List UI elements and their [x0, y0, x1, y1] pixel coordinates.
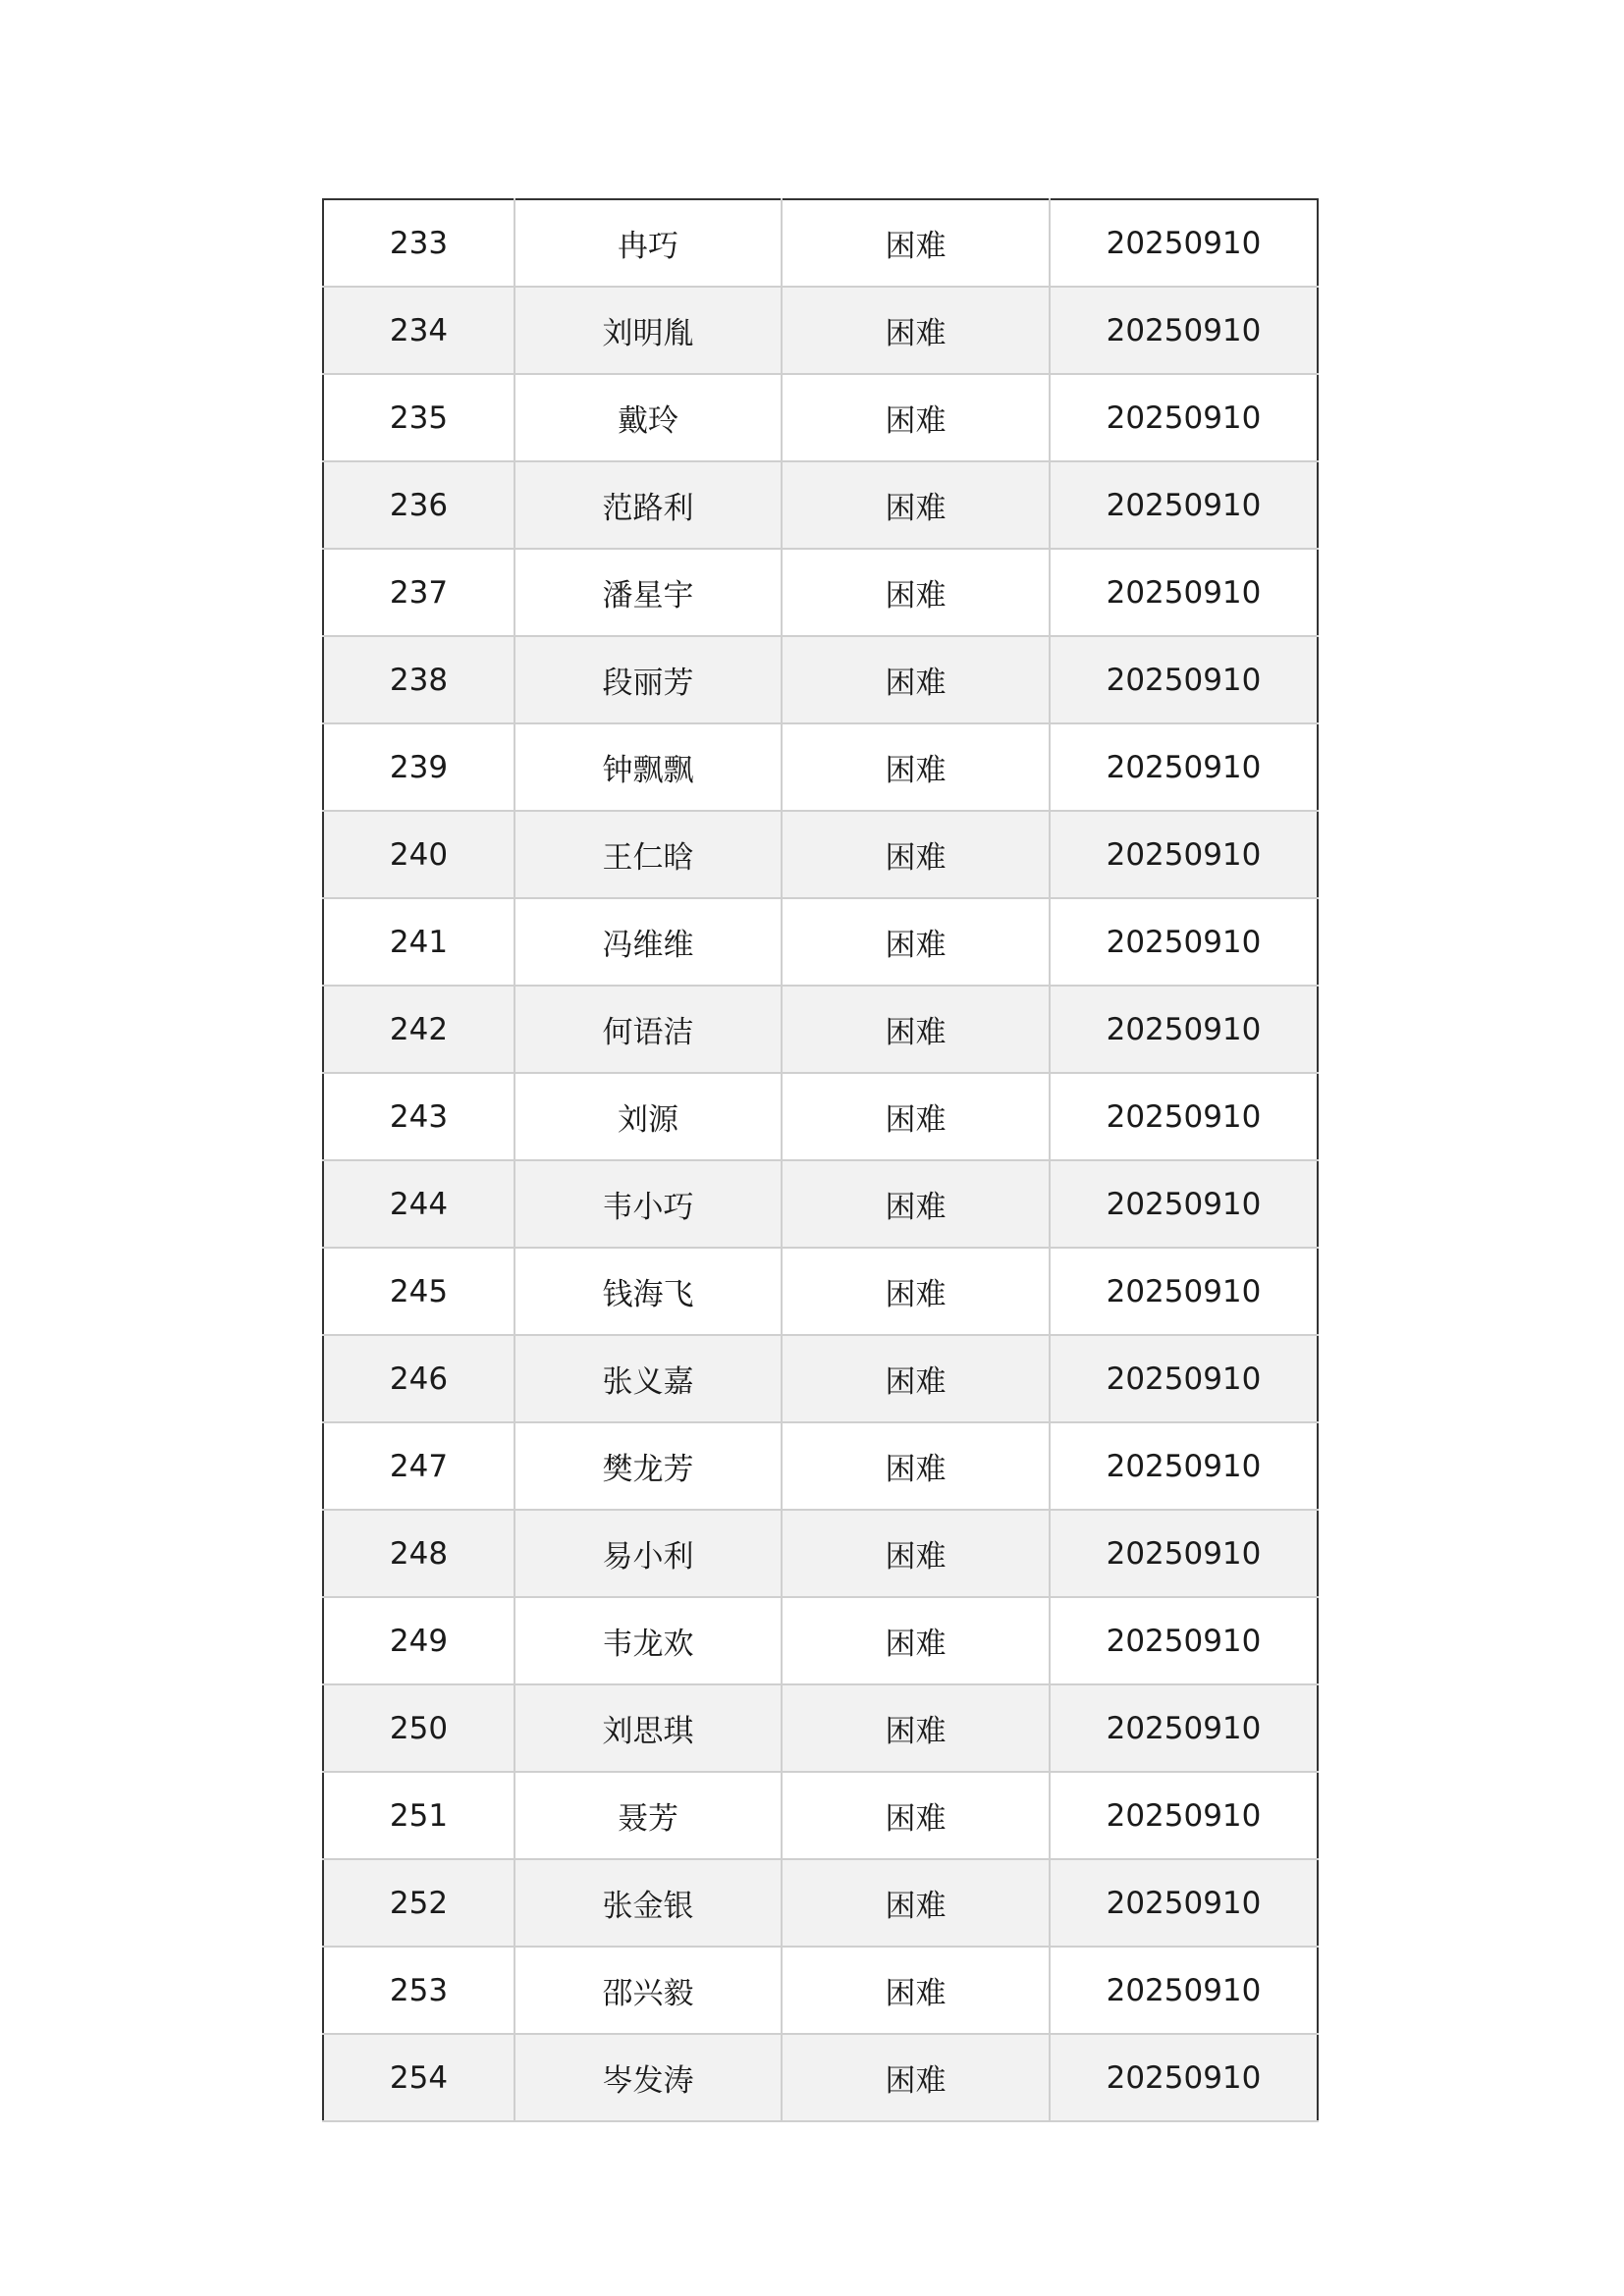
table-row [323, 723, 1318, 811]
roster-table [322, 198, 1319, 2122]
date-cell: 20250910 [1050, 986, 1318, 1073]
date-cell: 20250910 [1050, 1947, 1318, 2034]
name-cell: 钟飘飘 [514, 723, 782, 811]
name-cell: 张金银 [514, 1859, 782, 1947]
date-cell: 20250910 [1050, 199, 1318, 287]
category-cell: 困难 [782, 636, 1050, 723]
date-cell: 20250910 [1050, 374, 1318, 461]
date-cell: 20250910 [1050, 1160, 1318, 1248]
row-number-cell: 233 [323, 199, 514, 287]
date-cell: 20250910 [1050, 1335, 1318, 1422]
date-cell: 20250910 [1050, 1248, 1318, 1335]
category-cell: 困难 [782, 1859, 1050, 1947]
table-row [323, 461, 1318, 549]
row-number-cell: 250 [323, 1684, 514, 1772]
category-cell: 困难 [782, 811, 1050, 898]
name-cell: 刘思琪 [514, 1684, 782, 1772]
date-cell: 20250910 [1050, 1510, 1318, 1597]
category-cell: 困难 [782, 1772, 1050, 1859]
date-cell: 20250910 [1050, 549, 1318, 636]
table-row [323, 549, 1318, 636]
row-number-cell: 237 [323, 549, 514, 636]
table-row [323, 374, 1318, 461]
name-cell: 戴玲 [514, 374, 782, 461]
category-cell: 困难 [782, 1248, 1050, 1335]
date-cell: 20250910 [1050, 2034, 1318, 2121]
date-cell: 20250910 [1050, 636, 1318, 723]
table-row [323, 1772, 1318, 1859]
roster-table-body [323, 199, 1318, 2121]
name-cell: 冯维维 [514, 898, 782, 986]
table-row [323, 1859, 1318, 1947]
name-cell: 刘源 [514, 1073, 782, 1160]
name-cell: 聂芳 [514, 1772, 782, 1859]
row-number-cell: 238 [323, 636, 514, 723]
row-number-cell: 249 [323, 1597, 514, 1684]
date-cell: 20250910 [1050, 1597, 1318, 1684]
name-cell: 段丽芳 [514, 636, 782, 723]
name-cell: 易小利 [514, 1510, 782, 1597]
date-cell: 20250910 [1050, 1073, 1318, 1160]
date-cell: 20250910 [1050, 1422, 1318, 1510]
date-cell: 20250910 [1050, 1772, 1318, 1859]
category-cell: 困难 [782, 199, 1050, 287]
category-cell: 困难 [782, 287, 1050, 374]
category-cell: 困难 [782, 1073, 1050, 1160]
table-row [323, 287, 1318, 374]
category-cell: 困难 [782, 461, 1050, 549]
name-cell: 刘明胤 [514, 287, 782, 374]
name-cell: 钱海飞 [514, 1248, 782, 1335]
row-number-cell: 245 [323, 1248, 514, 1335]
name-cell: 韦龙欢 [514, 1597, 782, 1684]
name-cell: 邵兴毅 [514, 1947, 782, 2034]
table-row [323, 636, 1318, 723]
category-cell: 困难 [782, 986, 1050, 1073]
name-cell: 樊龙芳 [514, 1422, 782, 1510]
date-cell: 20250910 [1050, 811, 1318, 898]
name-cell: 岑发涛 [514, 2034, 782, 2121]
row-number-cell: 241 [323, 898, 514, 986]
table-row [323, 1510, 1318, 1597]
date-cell: 20250910 [1050, 1859, 1318, 1947]
table-row [323, 1073, 1318, 1160]
row-number-cell: 253 [323, 1947, 514, 2034]
name-cell: 何语洁 [514, 986, 782, 1073]
category-cell: 困难 [782, 1335, 1050, 1422]
name-cell: 冉巧 [514, 199, 782, 287]
category-cell: 困难 [782, 723, 1050, 811]
table-row [323, 1597, 1318, 1684]
table-row [323, 811, 1318, 898]
name-cell: 张义嘉 [514, 1335, 782, 1422]
row-number-cell: 240 [323, 811, 514, 898]
category-cell: 困难 [782, 1160, 1050, 1248]
category-cell: 困难 [782, 898, 1050, 986]
table-row [323, 898, 1318, 986]
table-row [323, 1160, 1318, 1248]
category-cell: 困难 [782, 549, 1050, 636]
category-cell: 困难 [782, 1510, 1050, 1597]
row-number-cell: 247 [323, 1422, 514, 1510]
row-number-cell: 239 [323, 723, 514, 811]
table-row [323, 1335, 1318, 1422]
name-cell: 王仁晗 [514, 811, 782, 898]
table-row [323, 1422, 1318, 1510]
row-number-cell: 244 [323, 1160, 514, 1248]
date-cell: 20250910 [1050, 1684, 1318, 1772]
table-row [323, 2034, 1318, 2121]
category-cell: 困难 [782, 1597, 1050, 1684]
category-cell: 困难 [782, 2034, 1050, 2121]
table-row [323, 199, 1318, 287]
row-number-cell: 248 [323, 1510, 514, 1597]
category-cell: 困难 [782, 1422, 1050, 1510]
row-number-cell: 251 [323, 1772, 514, 1859]
date-cell: 20250910 [1050, 461, 1318, 549]
name-cell: 韦小巧 [514, 1160, 782, 1248]
date-cell: 20250910 [1050, 898, 1318, 986]
row-number-cell: 246 [323, 1335, 514, 1422]
date-cell: 20250910 [1050, 287, 1318, 374]
row-number-cell: 236 [323, 461, 514, 549]
row-number-cell: 254 [323, 2034, 514, 2121]
row-number-cell: 242 [323, 986, 514, 1073]
category-cell: 困难 [782, 1947, 1050, 2034]
row-number-cell: 252 [323, 1859, 514, 1947]
table-row [323, 986, 1318, 1073]
category-cell: 困难 [782, 1684, 1050, 1772]
row-number-cell: 234 [323, 287, 514, 374]
name-cell: 潘星宇 [514, 549, 782, 636]
row-number-cell: 235 [323, 374, 514, 461]
table-row [323, 1947, 1318, 2034]
name-cell: 范路利 [514, 461, 782, 549]
category-cell: 困难 [782, 374, 1050, 461]
table-row [323, 1684, 1318, 1772]
row-number-cell: 243 [323, 1073, 514, 1160]
date-cell: 20250910 [1050, 723, 1318, 811]
table-row [323, 1248, 1318, 1335]
